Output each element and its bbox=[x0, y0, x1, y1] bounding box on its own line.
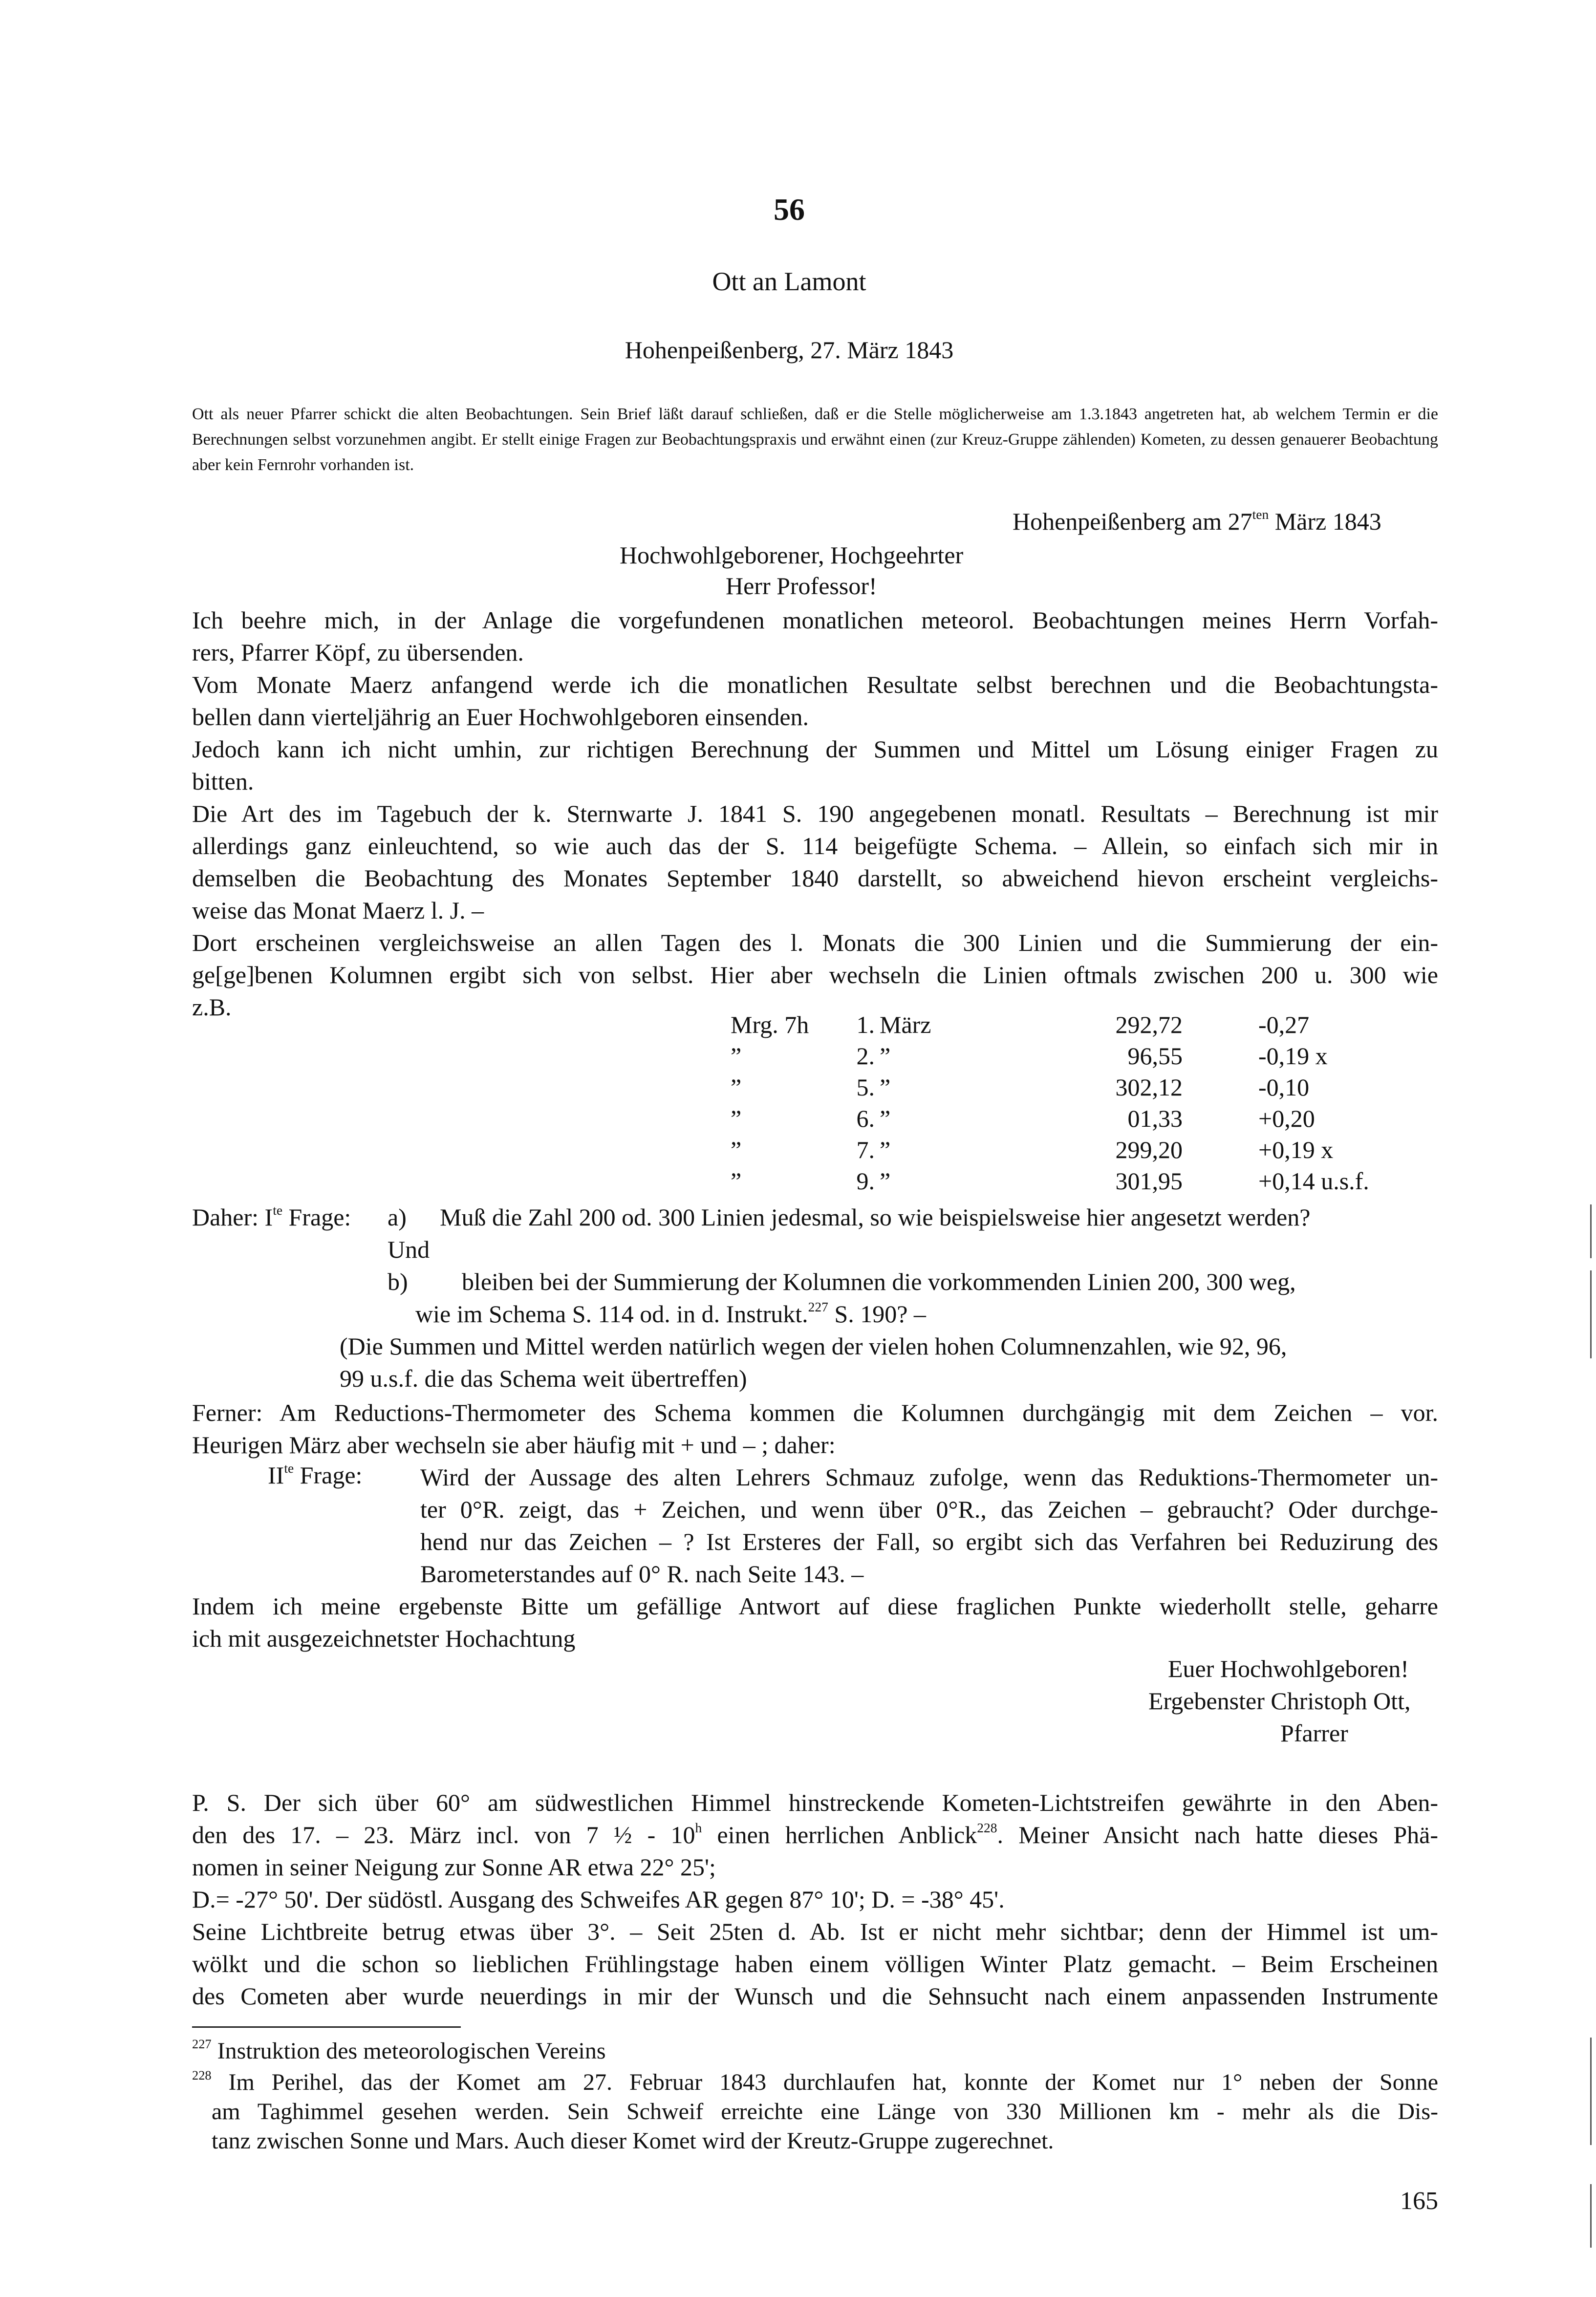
table-cell-label: ” bbox=[731, 1167, 742, 1195]
body-line: Dort erscheinen vergleichsweise an allen Tagen des l. Monats die 300 Linien und die Summierung der ein- bbox=[192, 929, 1438, 956]
table-cell-diff: +0,14 u.s.f. bbox=[1258, 1167, 1369, 1195]
body-line: hend nur das Zeichen – ? Ist Ersteres der Fall, so ergibt sich das Verfahren bei Reduzirung des bbox=[420, 1528, 1438, 1555]
question-1-label: Daher: $I^{te}$ Frage: bbox=[192, 1202, 351, 1231]
table-cell-month: ” bbox=[880, 1167, 891, 1195]
regest-summary: Ott als neuer Pfarrer schickt die alten Beobachtungen. Sein Brief läßt darauf schließen, daß er die Stelle möglicherweise am 1.3.1843 angetreten hat, ab welchem Termin er die Berechnungen selbst vorzunehmen angibt. Er stellt einige Fragen zur Beobachtungspraxis und erwähnt einen (zur Kreuz-Gruppe zählenden) Kometen, zu dessen genauerer Beobachtung aber kein Fernrohr vorhanden ist. bbox=[192, 405, 1438, 474]
question-2-text bbox=[420, 1461, 1438, 1590]
table-cell-label: ” bbox=[731, 1105, 742, 1132]
table-cell-month: ” bbox=[880, 1042, 891, 1070]
table-cell-day: 2. bbox=[856, 1042, 875, 1070]
body-line: Heurigen März aber wechseln sie aber häufig mit + und – ; daher: bbox=[192, 1431, 836, 1459]
page-number: 165 bbox=[1400, 2187, 1438, 2215]
footnote-line: $^{228}$ Im Perihel, das der Komet am 27. Februar 1843 durchlaufen hat, konnte der Komet nur 1° neben der Sonne bbox=[192, 2068, 1438, 2095]
question-1-note-line-1: (Die Summen und Mittel werden natürlich wegen der vielen hohen Columnenzahlen, wie 92, 96, bbox=[340, 1332, 1287, 1360]
body-line: D.= -27° 50'. Der südöstl. Ausgang des Schweifes AR gegen 87° 10'; D. = -38° 45'. bbox=[192, 1886, 1005, 1913]
body-line: des Cometen aber wurde neuerdings in mir der Wunsch und die Sehnsucht nach einem anpassenden Instrumente bbox=[192, 1982, 1438, 2010]
table-cell-diff: -0,19 x bbox=[1258, 1042, 1328, 1070]
body-line: Indem ich meine ergebenste Bitte um gefällige Antwort auf diese fraglichen Punkte wiederhollt stelle, geharre bbox=[192, 1592, 1438, 1620]
salutation-line-2: Herr Professor! bbox=[726, 572, 877, 600]
body-line: Vom Monate Maerz anfangend werde ich die monatlichen Resultate selbst berechnen und die Beobachtungsta- bbox=[192, 671, 1438, 698]
body-line: nomen in seiner Neigung zur Sonne AR etwa 22° 25'; bbox=[192, 1853, 716, 1881]
table-cell-value: 292,72 bbox=[1115, 1011, 1183, 1038]
table-cell-day: 9. bbox=[856, 1167, 875, 1195]
letter-date-line: Hohenpeißenberg am $27^{ten}$ März 1843 bbox=[1013, 507, 1381, 535]
body-line: Ich beehre mich, in der Anlage die vorgefundenen monatlichen meteorol. Beobachtungen meines Herrn Vorfah- bbox=[192, 606, 1438, 634]
ferner-paragraph bbox=[192, 1396, 1438, 1461]
body-line: den des 17. – 23. März incl. von 7 ½ - 10$^h$ einen herrlichen Anblick$^{228}$. Meiner Ansicht nach hatte dieses Phä- bbox=[192, 1820, 1438, 1848]
question-1b-text-line-2: wie im Schema S. 114 od. in d. Instrukt.$^{227}$ S. 190? – bbox=[415, 1299, 926, 1328]
body-line: Die Art des im Tagebuch der k. Sternwarte J. 1841 S. 190 angegebenen monatl. Resultats – Berechnung ist mir bbox=[192, 800, 1438, 827]
table-cell-month: ” bbox=[880, 1136, 891, 1163]
footnote-line: am Taghimmel gesehen werden. Sein Schweif erreichte eine Länge von 330 Millionen km - mehr als die Dis- bbox=[212, 2099, 1438, 2125]
body-line: demselben die Beobachtung des Monates September 1840 darstellt, so abweichend hievon erscheint vergleichs- bbox=[192, 864, 1438, 892]
table-cell-day: 7. bbox=[856, 1136, 875, 1163]
table-cell-label: Mrg. 7h bbox=[731, 1011, 809, 1038]
body-line: Barometerstandes auf 0° R. nach Seite 143. – bbox=[420, 1560, 864, 1588]
body-line: weise das Monat Maerz l. J. – bbox=[192, 897, 484, 924]
footnote-228 bbox=[192, 2068, 1438, 2156]
body-line: Ferner: Am Reductions-Thermometer des Schema kommen die Kolumnen durchgängig mit dem Zeichen – vor. bbox=[192, 1399, 1438, 1426]
table-cell-label: ” bbox=[731, 1136, 742, 1163]
body-line: wölkt und die schon so lieblichen Frühlingstage haben einem völligen Winter Platz gemacht. – Beim Erscheinen bbox=[192, 1950, 1438, 1977]
signature-line-3: Pfarrer bbox=[1280, 1719, 1348, 1747]
question-1-note-line-2: 99 u.s.f. die das Schema weit übertreffen) bbox=[340, 1365, 747, 1392]
question-1b-marker: b) bbox=[388, 1268, 408, 1295]
table-cell-value: 301,95 bbox=[1115, 1167, 1183, 1195]
table-cell-month: ” bbox=[880, 1105, 891, 1132]
scan-edge-mark bbox=[1590, 1204, 1592, 1258]
table-cell-month: ” bbox=[880, 1073, 891, 1101]
body-line: ge[ge]benen Kolumnen ergibt sich von selbst. Hier aber wechseln die Linien oftmals zwischen 200 u. 300 wie bbox=[192, 961, 1438, 988]
body-line: allerdings ganz einleuchtend, so wie auch das der S. 114 beigefügte Schema. – Allein, so einfach sich mir in bbox=[192, 832, 1438, 859]
question-1-und: Und bbox=[388, 1236, 430, 1263]
letter-title: Ott an Lamont bbox=[712, 267, 866, 296]
table-cell-diff: +0,20 bbox=[1258, 1105, 1315, 1132]
body-line: Wird der Aussage des alten Lehrers Schmauz zufolge, wenn das Reduktions-Thermometer un- bbox=[420, 1463, 1438, 1491]
table-cell-month: März bbox=[880, 1011, 931, 1038]
table-cell-day: 5. bbox=[856, 1073, 875, 1101]
table-cell-diff: -0,10 bbox=[1258, 1073, 1310, 1101]
table-cell-day: 1. bbox=[856, 1011, 875, 1038]
table-cell-day: 6. bbox=[856, 1105, 875, 1132]
body-line: bitten. bbox=[192, 768, 254, 795]
scan-edge-mark bbox=[1590, 2184, 1592, 2248]
question-1a-marker: a) bbox=[388, 1203, 407, 1231]
question-1a-text: Muß die Zahl 200 od. 300 Linien jedesmal, so wie beispielsweise hier angesetzt werden? bbox=[440, 1203, 1311, 1231]
table-cell-label: ” bbox=[731, 1042, 742, 1070]
table-cell-diff: +0,19 x bbox=[1258, 1136, 1334, 1163]
signature-line-2: Ergebenster Christoph Ott, bbox=[1148, 1687, 1411, 1715]
table-cell-value: 302,12 bbox=[1115, 1073, 1183, 1101]
question-1b-text: bleiben bei der Summierung der Kolumnen die vorkommenden Linien 200, 300 weg, bbox=[462, 1268, 1296, 1295]
postscript bbox=[192, 1786, 1438, 2012]
footnote-line: tanz zwischen Sonne und Mars. Auch dieser Komet wird der Kreutz-Gruppe zugerechnet. bbox=[212, 2128, 1054, 2154]
body-line: ter 0°R. zeigt, das + Zeichen, und wenn über 0°R., das Zeichen – gebraucht? Oder durchge- bbox=[420, 1496, 1438, 1523]
body-line: ich mit ausgezeichnetster Hochachtung bbox=[192, 1625, 576, 1652]
scan-edge-mark bbox=[1590, 2038, 1592, 2145]
table-cell-value: 96,55 bbox=[1127, 1042, 1183, 1070]
body-line: Jedoch kann ich nicht umhin, zur richtigen Berechnung der Summen und Mittel um Lösung einiger Fragen zu bbox=[192, 735, 1438, 763]
table-cell-value: 01,33 bbox=[1127, 1105, 1183, 1132]
body-line: z.B. bbox=[192, 993, 232, 1021]
body-line: rers, Pfarrer Köpf, zu übersenden. bbox=[192, 639, 524, 666]
salutation-line-1: Hochwohlgeborener, Hochgeehrter bbox=[620, 541, 964, 569]
footnote-227: $^{227}$ Instruktion des meteorologischen Vereins bbox=[192, 2037, 606, 2064]
body-line: P. S. Der sich über 60° am südwestlichen Himmel hinstreckende Kometen-Lichtstreifen gewährte in den Aben- bbox=[192, 1789, 1438, 1816]
closing-paragraph bbox=[192, 1590, 1438, 1654]
letter-place-date: Hohenpeißenberg, 27. März 1843 bbox=[625, 336, 954, 364]
letter-body bbox=[192, 604, 1438, 1023]
body-line: Seine Lichtbreite betrug etwas über 3°. – Seit 25ten d. Ab. Ist er nicht mehr sichtbar; denn der Himmel ist um- bbox=[192, 1918, 1438, 1945]
letter-number: 56 bbox=[774, 192, 805, 227]
signature-line-1: Euer Hochwohlgeboren! bbox=[1168, 1655, 1409, 1682]
table-cell-diff: -0,27 bbox=[1258, 1011, 1310, 1038]
table-cell-value: 299,20 bbox=[1115, 1136, 1183, 1163]
question-2-label: $II^{te}$ Frage: bbox=[268, 1460, 363, 1489]
footnote-separator bbox=[192, 2026, 461, 2028]
scan-edge-mark bbox=[1590, 1270, 1592, 1358]
table-cell-label: ” bbox=[731, 1073, 742, 1101]
body-line: bellen dann vierteljährig an Euer Hochwohlgeboren einsenden. bbox=[192, 703, 809, 730]
